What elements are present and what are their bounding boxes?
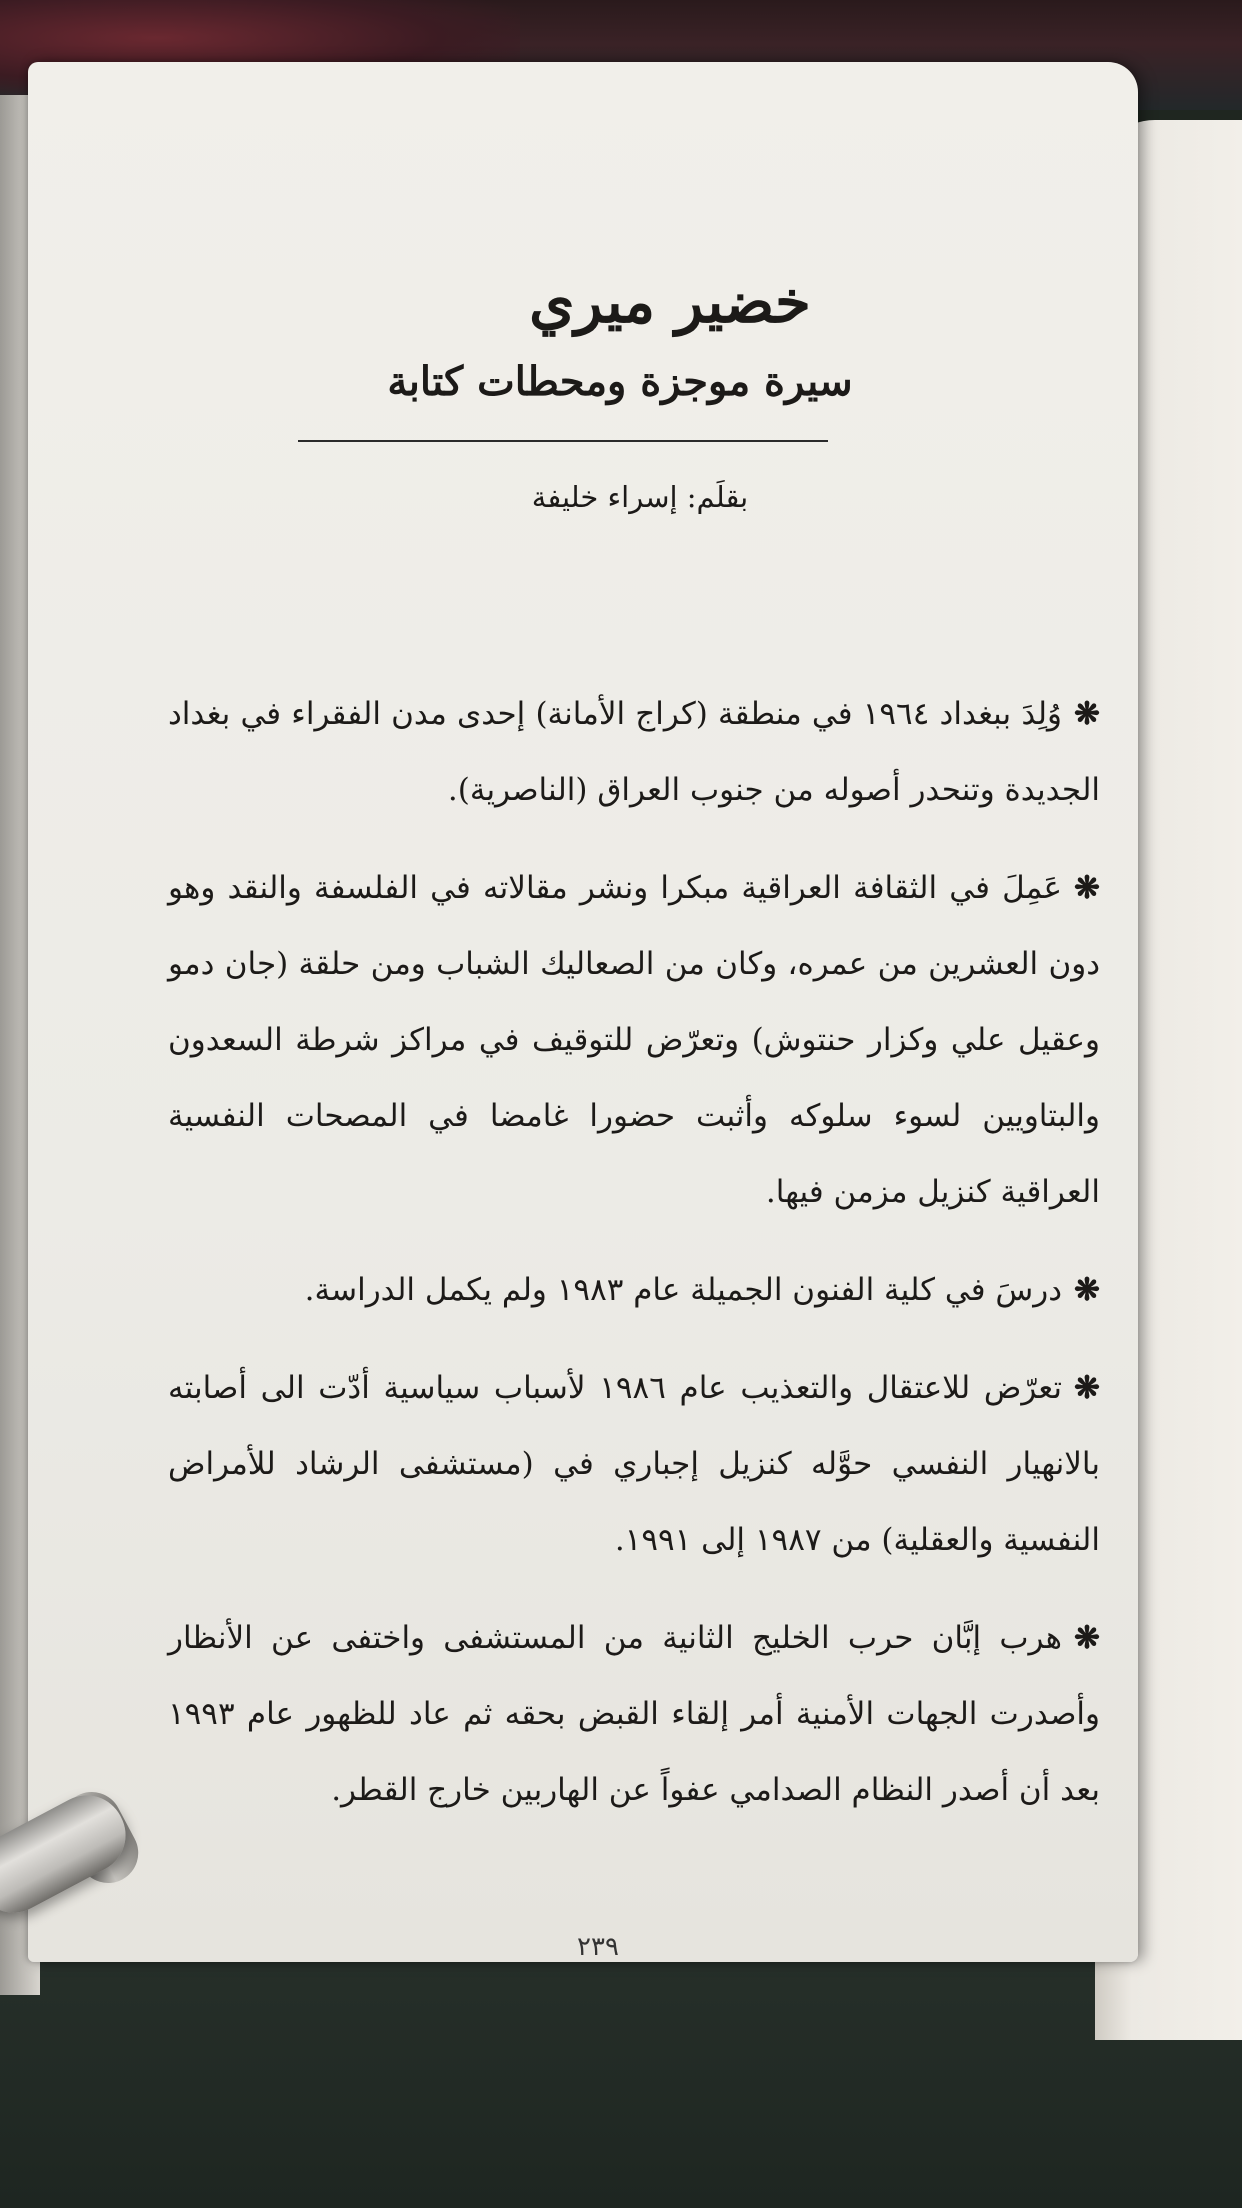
- title-divider: [298, 440, 828, 442]
- page-title: خضير ميري: [529, 268, 811, 336]
- biography-item: [168, 1350, 1100, 1578]
- biography-item: [168, 1600, 1100, 1828]
- bullet-icon: ❋: [1074, 696, 1100, 732]
- biography-text: درسَ في كلية الفنون الجميلة عام ١٩٨٣ ولم يكمل الدراسة.: [304, 1272, 1063, 1308]
- biography-item: [168, 676, 1100, 828]
- page-number: ٢٣٩: [577, 1932, 619, 1962]
- biography-text: وُلِدَ ببغداد ١٩٦٤ في منطقة (كراج الأمانة) إحدى مدن الفقراء في بغداد الجديدة وتنحدر أصوله من جنوب العراق (الناصرية).: [168, 696, 1100, 808]
- author-byline: بقلَم: إسراء خليفة: [531, 480, 749, 514]
- biography-text: تعرّض للاعتقال والتعذيب عام ١٩٨٦ لأسباب سياسية أدّت الى أصابته بالانهيار النفسي حوَّله كنزيل إجباري في (مستشفى الرشاد للأمراض النفسية والعقلية) من ١٩٨٧ إلى ١٩٩١.: [168, 1370, 1100, 1558]
- biography-list: [168, 676, 1100, 1850]
- biography-item: [168, 850, 1100, 1230]
- bullet-icon: ❋: [1074, 1620, 1100, 1656]
- biography-text: عَمِلَ في الثقافة العراقية مبكرا ونشر مقالاته في الفلسفة والنقد وهو دون العشرين من عمره، وكان من الصعاليك الشباب ومن حلقة (جان دمو وعقيل علي وكزار حنتوش) وتعرّض للتوقيف في مراكز شرطة السعدون والبتاويين لسوء سلوكه وأثبت حضورا غامضا في المصحات النفسية العراقية كنزيل مزمن فيها.: [168, 870, 1100, 1210]
- bullet-icon: ❋: [1074, 870, 1100, 906]
- biography-text: هرب إبَّان حرب الخليج الثانية من المستشفى واختفى عن الأنظار وأصدرت الجهات الأمنية أمر إلقاء القبض بحقه ثم عاد للظهور عام ١٩٩٣ بعد أن أصدر النظام الصدامي عفواً عن الهاربين خارج القطر.: [168, 1620, 1100, 1808]
- biography-item: [168, 1252, 1100, 1328]
- background-fabric: [0, 1930, 1242, 2208]
- bullet-icon: ❋: [1074, 1272, 1100, 1308]
- book-page: [28, 62, 1138, 1962]
- page-subtitle: سيرة موجزة ومحطات كتابة: [387, 358, 853, 405]
- bullet-icon: ❋: [1074, 1370, 1100, 1406]
